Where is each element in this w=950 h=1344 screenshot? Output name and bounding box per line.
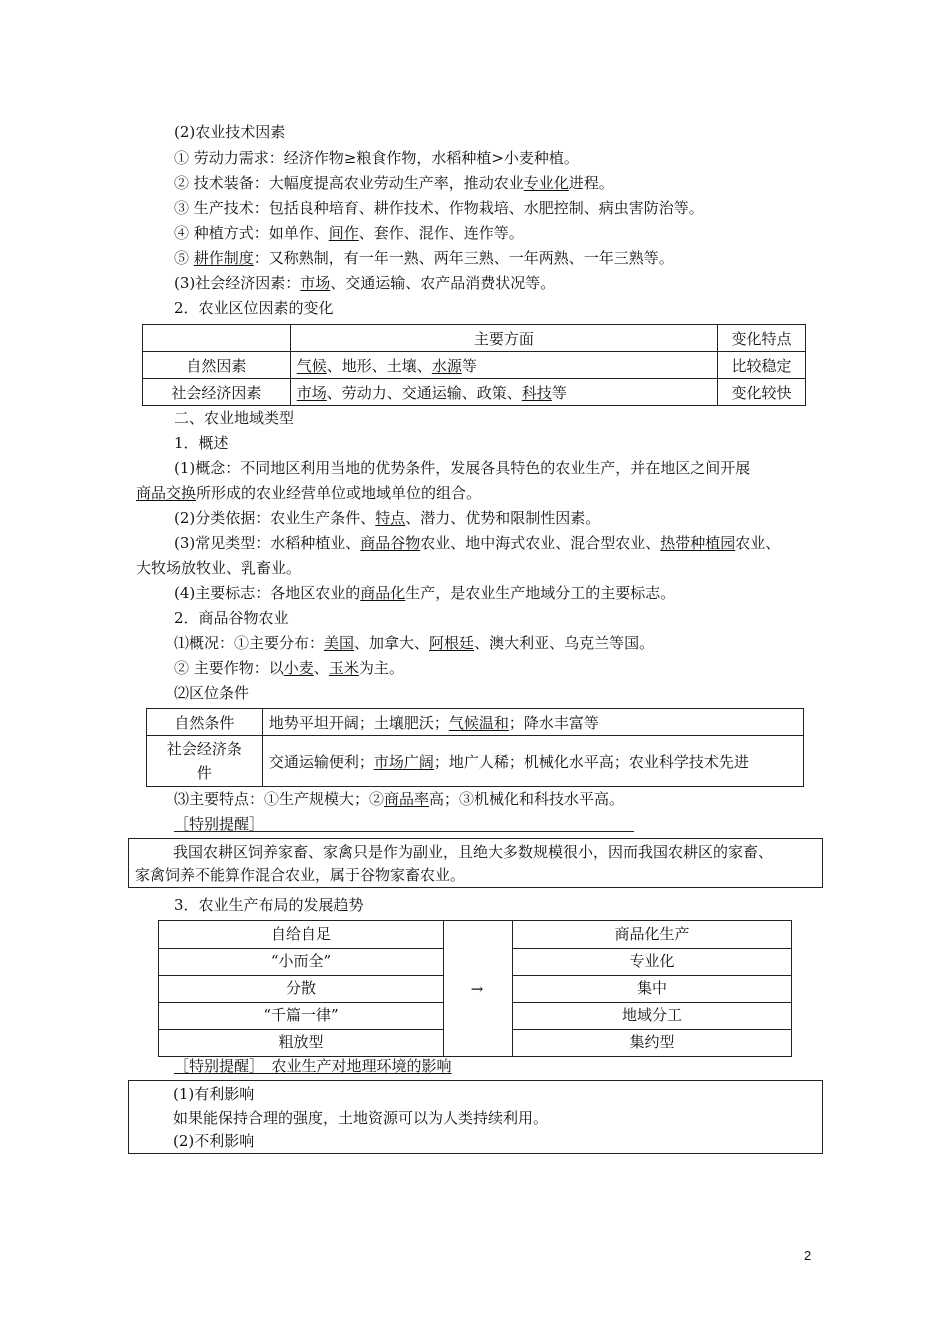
key-term: 美国 xyxy=(324,634,355,652)
text: 等 xyxy=(551,383,567,402)
text: (2)分类依据：农业生产条件、 xyxy=(174,509,376,527)
text: 、交通运输、农产品消费状况等。 xyxy=(330,274,556,292)
text: 生产，是农业生产地域分工的主要标志。 xyxy=(405,584,676,602)
key-term: ［特别提醒］ 农业生产对地理环境的影响 xyxy=(174,1057,452,1075)
table-row xyxy=(143,352,806,379)
tillage-system-line xyxy=(174,248,674,268)
trend-right-cell: 商品化生产 xyxy=(513,921,791,949)
table-cell: 自然因素 xyxy=(143,352,291,379)
trend-right-cell: 集约型 xyxy=(629,1033,675,1051)
key-term: 特点 xyxy=(375,509,406,527)
key-term: 市场 xyxy=(296,383,327,402)
trend-arrow-cell xyxy=(442,920,512,1057)
location-conditions-heading: ⑵区位条件 xyxy=(174,684,250,702)
table-cell: 比较稳定 xyxy=(718,352,806,379)
key-term: 热带种植园 xyxy=(660,534,736,552)
concept-line: (1)概念：不同地区利用当地的优势条件，发展各具特色的农业生产，并在地区之间开展 xyxy=(174,459,751,477)
text: 农业、地中海式农业、混合型农业、 xyxy=(420,534,661,552)
text: ② 主要作物：以 xyxy=(174,659,284,677)
table-row xyxy=(147,709,804,736)
text: 所形成的农业经营单位或地域单位的组合。 xyxy=(196,484,482,502)
environment-impact-reminder xyxy=(174,1056,452,1076)
right-arrow-icon: → xyxy=(470,980,484,998)
distribution-line xyxy=(174,633,654,653)
tech-factor-heading: (2)农业技术因素 xyxy=(174,123,286,141)
table-cell xyxy=(290,352,717,379)
key-term: 市场广阔 xyxy=(373,752,434,771)
trend-left-cell: “千篇一律” xyxy=(159,1002,443,1030)
text: 、劳动力、交通运输、政策、 xyxy=(326,383,522,402)
trend-right-cell: 地域分工 xyxy=(513,1002,791,1030)
special-reminder-label: ［特别提醒］ xyxy=(174,815,265,833)
negative-impact-heading: (2)不利影响 xyxy=(173,1132,255,1150)
text: 、加拿大、 xyxy=(354,634,430,652)
trend-left-cell: 自给自足 xyxy=(159,921,443,949)
text: ；地广人稀；机械化水平高；农业科学技术先进 xyxy=(433,752,749,771)
reminder-box xyxy=(128,838,823,888)
positive-impact-text: 如果能保持合理的强度，土地资源可以为人类持续利用。 xyxy=(173,1109,549,1127)
key-term: 专业化 xyxy=(523,174,569,192)
text: ⑤ xyxy=(174,249,194,267)
equipment-line xyxy=(174,173,614,193)
text: 进程。 xyxy=(568,174,614,192)
concept-line-cont xyxy=(136,483,481,503)
text: (3)社会经济因素： xyxy=(174,274,301,292)
trend-left-cell: “小而全” xyxy=(159,948,443,976)
text: 地势平坦开阔；土壤肥沃； xyxy=(268,713,449,732)
table-row xyxy=(143,379,806,406)
types-line xyxy=(174,533,780,553)
table-cell: 变化较快 xyxy=(718,379,806,406)
table-cell xyxy=(147,736,263,787)
socio-factor-line xyxy=(174,273,555,293)
factor-change-table xyxy=(142,324,806,406)
trend-right-cell: 专业化 xyxy=(513,948,791,976)
text: ：又称熟制，有一年一熟、两年三熟、一年两熟、一年三熟等。 xyxy=(253,249,674,267)
types-line-cont: 大牧场放牧业、乳畜业。 xyxy=(136,559,302,577)
key-term: 耕作制度 xyxy=(193,249,254,267)
text: ④ 种植方式：如单作、 xyxy=(174,224,329,242)
location-conditions-table xyxy=(146,708,804,787)
planting-method-line xyxy=(174,223,524,243)
trend-left-cell: 粗放型 xyxy=(278,1033,324,1051)
text: 社会经济条 xyxy=(166,740,242,758)
text: ⑴概况：①主要分布： xyxy=(174,634,325,652)
table-cell xyxy=(262,736,803,787)
trend-left-column xyxy=(158,920,444,1057)
table-row xyxy=(147,736,804,787)
text: 高；③机械化和科技水平高。 xyxy=(429,790,625,808)
key-term: 商品谷物 xyxy=(360,534,421,552)
key-term: 水源 xyxy=(431,356,462,375)
table-cell: 自然条件 xyxy=(147,709,263,736)
table-header-row xyxy=(143,325,806,352)
key-term: 小麦 xyxy=(283,659,314,677)
positive-impact-heading: (1)有利影响 xyxy=(173,1085,255,1103)
key-term: 商品交换 xyxy=(136,484,197,502)
section-two-heading: 二、农业地域类型 xyxy=(174,409,295,427)
key-term: 气候 xyxy=(296,356,327,375)
overview-heading: 1．概述 xyxy=(174,434,229,452)
table-header: 主要方面 xyxy=(290,325,717,352)
text: ⑶主要特点：①生产规模大；② xyxy=(174,790,385,808)
labor-demand-line: ① 劳动力需求：经济作物≥粮食作物，水稻种植>小麦种植。 xyxy=(174,149,579,167)
reminder-rule xyxy=(174,831,634,832)
text: 、地形、土壤、 xyxy=(326,356,432,375)
text: 交通运输便利； xyxy=(268,752,374,771)
text: 、 xyxy=(313,659,329,677)
page-number: 2 xyxy=(804,1248,812,1263)
trend-right-column xyxy=(512,920,792,1057)
table-cell xyxy=(290,379,717,406)
reminder-text-line: 家禽饲养不能算作混合农业，属于谷物家畜农业。 xyxy=(135,866,466,884)
key-term: 科技 xyxy=(521,383,552,402)
factor-change-heading: 2．农业区位因素的变化 xyxy=(174,299,334,317)
key-term: 间作 xyxy=(328,224,359,242)
key-term: 商品率 xyxy=(384,790,430,808)
trend-left-cell: 分散 xyxy=(159,975,443,1003)
text: (4)主要标志：各地区农业的 xyxy=(174,584,361,602)
text: 为主。 xyxy=(358,659,404,677)
text: 、套作、混作、连作等。 xyxy=(358,224,524,242)
production-tech-line: ③ 生产技术：包括良种培育、耕作技术、作物栽培、水肥控制、病虫害防治等。 xyxy=(174,199,704,217)
grain-farming-heading: 2．商品谷物农业 xyxy=(174,609,289,627)
text: 等 xyxy=(461,356,477,375)
reminder-text-line: 我国农耕区饲养家畜、家禽只是作为副业，且绝大多数规模很小，因而我国农耕区的家畜、 xyxy=(173,843,774,861)
table-header: 变化特点 xyxy=(718,325,806,352)
text: 、澳大利亚、乌克兰等国。 xyxy=(474,634,655,652)
text: ② 技术装备：大幅度提高农业劳动生产率，推动农业 xyxy=(174,174,524,192)
key-term: 商品化 xyxy=(360,584,406,602)
key-term: 市场 xyxy=(300,274,331,292)
text: 、潜力、优势和限制性因素。 xyxy=(405,509,601,527)
text: 农业、 xyxy=(735,534,781,552)
main-features-line xyxy=(174,789,624,809)
trend-right-cell: 集中 xyxy=(513,975,791,1003)
layout-trend-heading: 3．农业生产布局的发展趋势 xyxy=(174,896,364,914)
text: 件 xyxy=(196,764,212,782)
table-cell: 社会经济因素 xyxy=(143,379,291,406)
key-term: 玉米 xyxy=(328,659,359,677)
classification-line xyxy=(174,508,600,528)
text: (3)常见类型：水稻种植业、 xyxy=(174,534,361,552)
table-cell xyxy=(143,325,291,352)
main-crops-line xyxy=(174,658,404,678)
impact-box xyxy=(128,1080,823,1154)
main-sign-line xyxy=(174,583,675,603)
table-cell xyxy=(262,709,803,736)
key-term: 气候温和 xyxy=(448,713,509,732)
key-term: 阿根廷 xyxy=(429,634,475,652)
text: ；降水丰富等 xyxy=(508,713,599,732)
